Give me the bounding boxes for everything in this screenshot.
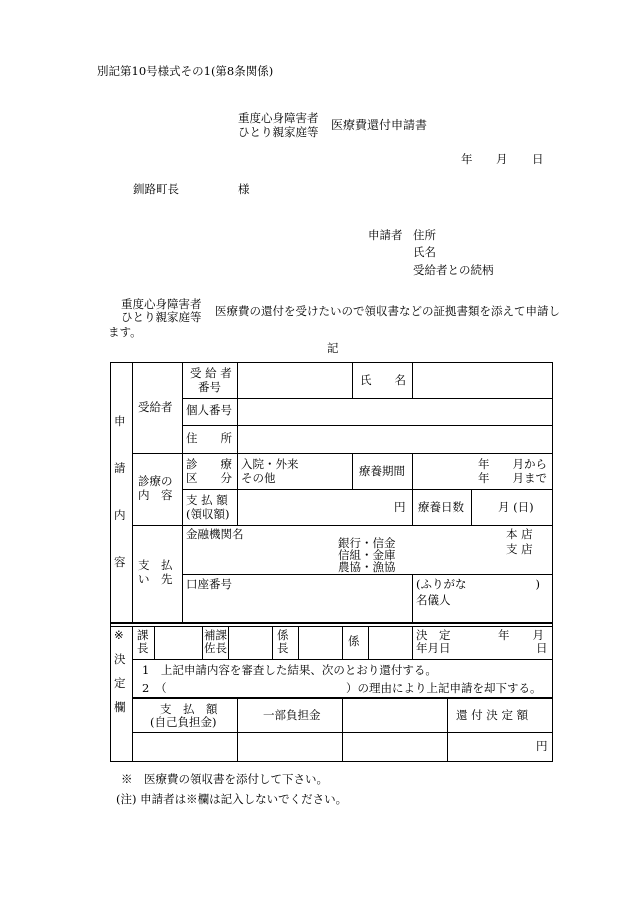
- period-from: 年 月から: [478, 457, 547, 471]
- type-label-2: 区 分: [186, 471, 232, 485]
- days-unit: 月 (日): [498, 500, 534, 514]
- decision-line-2b: ）の理由により上記申請を却下する。: [346, 681, 542, 695]
- bank-type-2: 信組・金庫: [338, 548, 396, 562]
- period-label: 療養期間: [359, 464, 405, 478]
- decision-side-1: ※: [114, 628, 124, 642]
- treatment-label-2: 内 容: [138, 488, 173, 502]
- side-label-4: 容: [114, 555, 126, 569]
- decision-side-2: 決: [114, 652, 126, 666]
- type-label-1: 診 療: [186, 457, 232, 471]
- payment-label-1: 支 払: [138, 558, 173, 572]
- personal-no-label: 個人番号: [186, 403, 232, 417]
- note-receipt: ※ 医療費の領収書を添付して下さい。: [121, 772, 328, 786]
- branch-type-1: 本 店: [506, 527, 533, 541]
- hosa-label-2: 佐長: [204, 641, 227, 655]
- bank-type-3: 農協・漁協: [338, 560, 396, 574]
- body-prefix-1: 重度心身障害者: [121, 297, 202, 311]
- pay-amount-label-2: (自己負担金): [150, 715, 217, 729]
- decision-side-4: 欄: [114, 700, 126, 714]
- kacho-label-2: 長: [137, 641, 149, 655]
- body-sentence-cont: ます。: [108, 325, 142, 339]
- recipient-no-label-2: 番号: [198, 380, 221, 394]
- days-label: 療養日数: [418, 500, 464, 514]
- period-to: 年 月まで: [478, 471, 547, 485]
- furigana-label: (ふりがな ): [416, 577, 540, 591]
- decision-year-month: 年 月: [498, 628, 544, 642]
- recipient-label: 受給者: [138, 400, 173, 414]
- form-number: 別記第10号様式その1(第8条関係): [97, 64, 274, 78]
- date-month: 月: [496, 152, 508, 166]
- type-option-1: 入院・外来: [241, 457, 299, 471]
- holder-label: 名儀人: [416, 593, 451, 607]
- applicant-label: 申請者: [368, 228, 403, 242]
- note-applicant: (注) 申請者は※欄は記入しないでください。: [116, 792, 348, 806]
- kacho-label-1: 課: [137, 628, 149, 642]
- kakaricho-label-2: 長: [277, 641, 289, 655]
- paid-yen: 円: [394, 500, 406, 514]
- bank-type-1: 銀行・信金: [338, 536, 396, 550]
- decision-line-1: 1 上記申請内容を審査した結果、次のとおり還付する。: [142, 663, 437, 677]
- side-label-3: 内: [114, 508, 126, 522]
- kakari-label: 係: [348, 634, 360, 648]
- side-label-2: 請: [114, 461, 126, 475]
- address-label: 住 所: [186, 431, 232, 445]
- date-day: 日: [532, 152, 544, 166]
- applicant-name-label: 氏名: [413, 245, 436, 259]
- body-sentence: 医療費の還付を受けたいので領収書などの証拠書類を添えて申請し: [215, 304, 560, 318]
- decision-line-2a: 2 （: [142, 681, 167, 695]
- treatment-label-1: 診療の: [138, 474, 173, 488]
- applicant-relation-label: 受給者との続柄: [413, 263, 494, 277]
- name-label: 氏 名: [360, 373, 406, 387]
- body-prefix-2: ひとり親家庭等: [121, 310, 202, 324]
- hosa-label-1: 補課: [204, 628, 227, 642]
- bank-name-label: 金融機関名: [186, 527, 244, 541]
- refund-amount-label: 還 付 決 定 額: [456, 708, 529, 722]
- document-title: 医療費還付申請書: [331, 118, 428, 132]
- paid-label-2: (領収額): [186, 507, 230, 521]
- date-year: 年: [461, 152, 473, 166]
- refund-yen: 円: [536, 739, 548, 753]
- branch-type-2: 支 店: [506, 542, 533, 556]
- ki-label: 記: [327, 341, 339, 355]
- paid-label-1: 支 払 額: [186, 493, 228, 507]
- decision-date-label-2: 年月日: [416, 641, 451, 655]
- account-no-label: 口座番号: [186, 577, 232, 591]
- side-label-1: 申: [114, 414, 126, 428]
- kakaricho-label-1: 係: [277, 628, 289, 642]
- title-prefix-1: 重度心身障害者: [238, 111, 319, 125]
- decision-date-label-1: 決 定: [416, 628, 451, 642]
- partial-burden-label: 一部負担金: [263, 708, 321, 722]
- application-table: [110, 362, 553, 762]
- title-prefix-2: ひとり親家庭等: [238, 125, 319, 139]
- recipient-no-label-1: 受 給 者: [190, 366, 232, 380]
- type-option-2: その他: [241, 471, 276, 485]
- payment-label-2: い 先: [138, 572, 173, 586]
- addressee: 釧路町長: [133, 182, 179, 196]
- decision-day: 日: [536, 641, 548, 655]
- decision-side-3: 定: [114, 676, 126, 690]
- honorific: 様: [238, 182, 250, 196]
- applicant-address-label: 住所: [413, 228, 436, 242]
- pay-amount-label-1: 支 払 額: [160, 702, 218, 716]
